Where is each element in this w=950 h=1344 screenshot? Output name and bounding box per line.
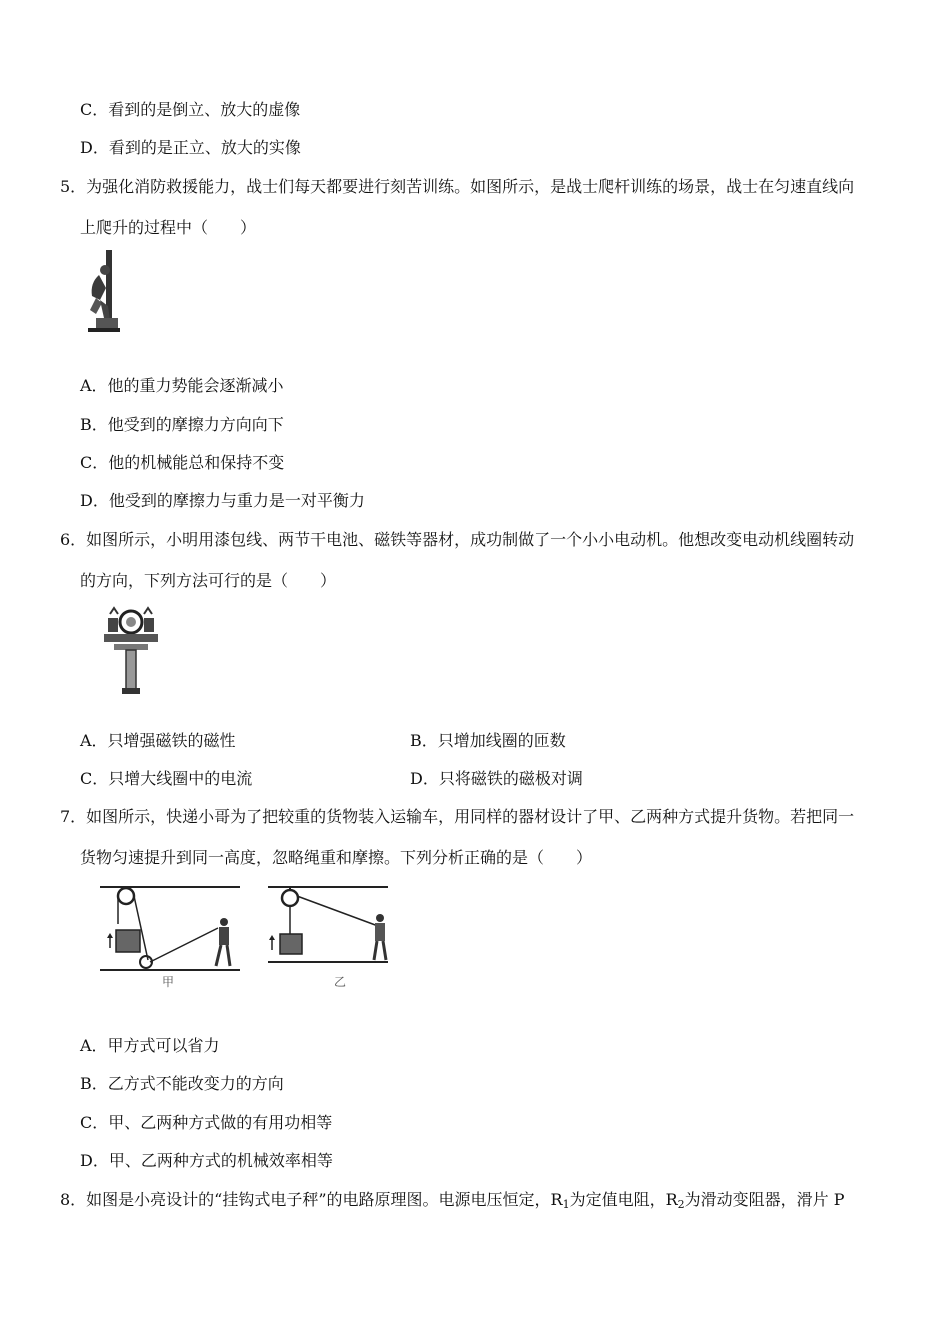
q7-figure-label-jia: 甲 <box>162 975 175 989</box>
q5-option-d: D．他受到的摩擦力与重力是一对平衡力 <box>80 491 365 510</box>
q4-option-c: C．看到的是倒立、放大的虚像 <box>80 100 301 119</box>
q7-figure-yi <box>268 887 388 989</box>
q7-option-c: C．甲、乙两种方式做的有用功相等 <box>80 1113 333 1132</box>
q6-stem-line1: 6．如图所示，小明用漆包线、两节干电池、磁铁等器材，成功制做了一个小小电动机。他想改变电动机线圈转动 <box>60 530 855 549</box>
q6-simple-motor-figure <box>100 606 162 698</box>
q7-stem-line1: 7．如图所示，快递小哥为了把较重的货物装入运输车，用同样的器材设计了甲、乙两种方式提升货物。若把同一 <box>60 807 855 826</box>
q5-pole-climbing-figure <box>82 248 127 333</box>
q8-r2-subscript: 2 <box>677 1198 685 1211</box>
q7-figure-jia <box>100 887 240 989</box>
q5-option-b: B．他受到的摩擦力方向向下 <box>80 415 284 434</box>
q7-pulley-figure <box>100 882 400 992</box>
q8-text-part1: 8．如图是小亮设计的“挂钩式电子秤”的电路原理图。电源电压恒定，R <box>60 1190 563 1209</box>
q6-option-b: B．只增加线圈的匝数 <box>410 731 566 750</box>
q6-stem-line2: 的方向，下列方法可行的是（ ） <box>80 571 337 590</box>
q7-stem-line2: 货物匀速提升到同一高度，忽略绳重和摩擦。下列分析正确的是（ ） <box>80 848 593 867</box>
q5-stem-line1: 5．为强化消防救援能力，战士们每天都要进行刻苦训练。如图所示，是战士爬杆训练的场景，战士在匀速直线向 <box>60 177 855 196</box>
q5-option-a: A．他的重力势能会逐渐减小 <box>80 376 284 395</box>
q7-option-b: B．乙方式不能改变力的方向 <box>80 1074 284 1093</box>
q8-r1-subscript: 1 <box>562 1198 570 1211</box>
q6-option-d: D．只将磁铁的磁极对调 <box>410 769 583 788</box>
q6-option-a: A．只增强磁铁的磁性 <box>80 731 236 750</box>
q4-option-d: D．看到的是正立、放大的实像 <box>80 138 301 157</box>
q8-text-part2: 为定值电阻，R <box>569 1190 678 1209</box>
q8-stem-line1 <box>60 1189 845 1216</box>
q7-figure-label-yi: 乙 <box>334 975 347 989</box>
q6-option-c: C．只增大线圈中的电流 <box>80 769 253 788</box>
q8-text-part3: 为滑动变阻器，滑片 P <box>684 1190 845 1209</box>
q7-option-d: D．甲、乙两种方式的机械效率相等 <box>80 1151 333 1170</box>
q5-option-c: C．他的机械能总和保持不变 <box>80 453 285 472</box>
q5-stem-line2: 上爬升的过程中（ ） <box>80 218 257 237</box>
q7-option-a: A．甲方式可以省力 <box>80 1036 220 1055</box>
